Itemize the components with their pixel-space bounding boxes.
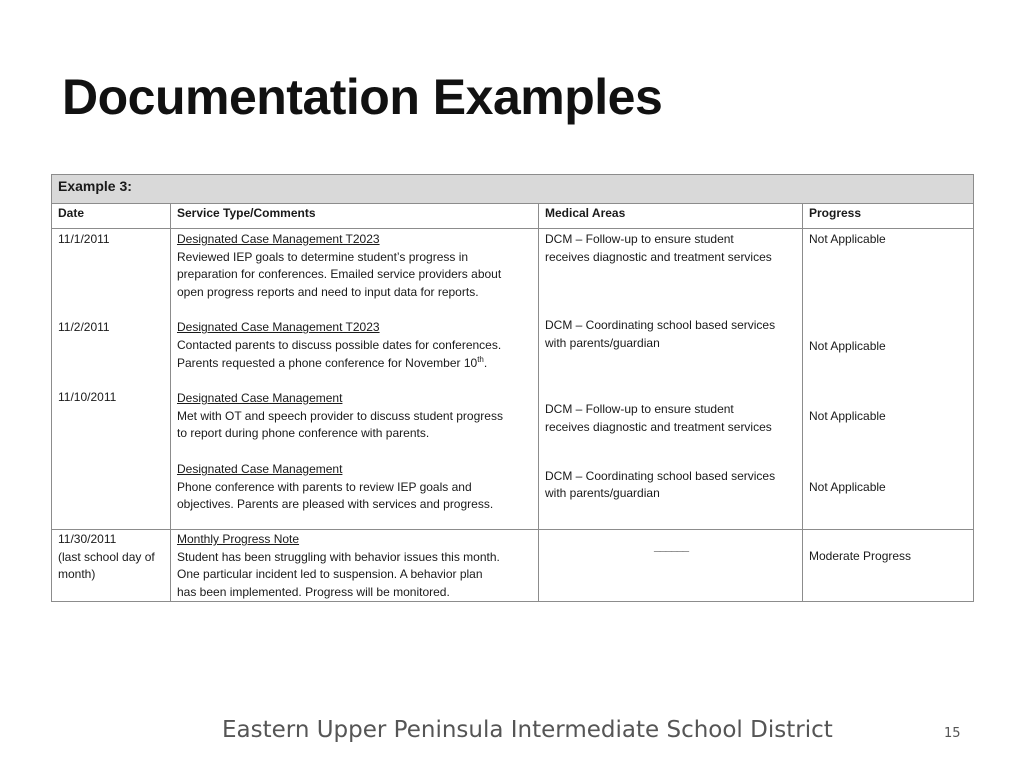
- entry-date: 11/10/2011: [58, 390, 117, 405]
- medical-line: DCM – Coordinating school based services: [545, 318, 776, 333]
- progress-value: Moderate Progress: [809, 549, 912, 563]
- medical-line: DCM – Coordinating school based services: [545, 468, 776, 483]
- example-label: Example 3:: [52, 175, 974, 204]
- service-line: has been implemented. Progress will be monitored.: [177, 584, 450, 599]
- service-line: Contacted parents to discuss possible dates for conferences.: [177, 337, 502, 352]
- service-line: Met with OT and speech provider to discuss student progress: [177, 408, 503, 423]
- medical-entry: [545, 401, 797, 436]
- date-cell: [52, 229, 171, 530]
- service-title: Designated Case Management: [177, 391, 343, 406]
- service-title: Designated Case Management T2023: [177, 320, 380, 335]
- date-cell: [52, 530, 171, 602]
- header-medical: Medical Areas: [539, 204, 803, 229]
- table-header-row: [52, 204, 974, 229]
- service-line: Phone conference with parents to review IEP goals and: [177, 479, 472, 494]
- progress-value: Not Applicable: [809, 409, 886, 424]
- service-line: preparation for conferences. Emailed service providers about: [177, 267, 502, 282]
- service-line: Reviewed IEP goals to determine student’s progress in: [177, 249, 469, 264]
- medical-line: receives diagnostic and treatment services: [545, 249, 772, 264]
- medical-line: receives diagnostic and treatment services: [545, 419, 772, 434]
- service-line: open progress reports and need to input data for reports.: [177, 284, 479, 299]
- service-line: to report during phone conference with parents.: [177, 426, 430, 441]
- footer-organization: Eastern Upper Peninsula Intermediate School District: [222, 717, 833, 743]
- date-note: month): [58, 567, 96, 582]
- medical-entry: [545, 231, 797, 266]
- service-cell: [171, 229, 539, 530]
- service-title: Designated Case Management T2023: [177, 232, 380, 246]
- medical-line: DCM – Follow-up to ensure student: [545, 232, 734, 246]
- medical-entry: [545, 468, 797, 503]
- medical-line: DCM – Follow-up to ensure student: [545, 402, 734, 417]
- medical-entry: [545, 317, 797, 352]
- documentation-table: [51, 174, 974, 602]
- progress-value: Not Applicable: [809, 338, 886, 353]
- header-service: Service Type/Comments: [171, 204, 539, 229]
- progress-cell: [803, 229, 974, 530]
- medical-blank: ______: [653, 539, 689, 553]
- slide-title: Documentation Examples: [62, 69, 663, 125]
- service-title: Designated Case Management: [177, 461, 343, 476]
- service-line: objectives. Parents are pleased with services and progress.: [177, 497, 494, 512]
- table-row: [52, 530, 974, 602]
- header-date: Date: [52, 204, 171, 229]
- medical-line: with parents/guardian: [545, 335, 660, 350]
- medical-cell: [539, 229, 803, 530]
- date-note: (last school day of: [58, 549, 155, 564]
- table-banner-row: [52, 175, 974, 204]
- service-entry: [177, 390, 533, 443]
- service-line: One particular incident led to suspension. A behavior plan: [177, 567, 483, 582]
- service-entry: [177, 461, 533, 514]
- entry-date: 11/2/2011: [58, 319, 110, 334]
- service-line: Student has been struggling with behavior issues this month.: [177, 549, 500, 564]
- progress-value: Not Applicable: [809, 232, 886, 246]
- medical-line: with parents/guardian: [545, 486, 660, 501]
- service-line: Parents requested a phone conference for November 10th.: [177, 354, 488, 370]
- service-entry: [177, 231, 533, 301]
- entry-date: 11/1/2011: [58, 232, 110, 246]
- table-row: [52, 229, 974, 530]
- progress-cell: [803, 530, 974, 602]
- header-progress: Progress: [803, 204, 974, 229]
- service-cell: [171, 530, 539, 602]
- entry-date: 11/30/2011: [58, 532, 117, 546]
- page-number: 15: [944, 726, 961, 741]
- service-entry: [177, 319, 533, 372]
- medical-cell: [539, 530, 803, 602]
- service-title: Monthly Progress Note: [177, 532, 300, 546]
- progress-value: Not Applicable: [809, 479, 886, 494]
